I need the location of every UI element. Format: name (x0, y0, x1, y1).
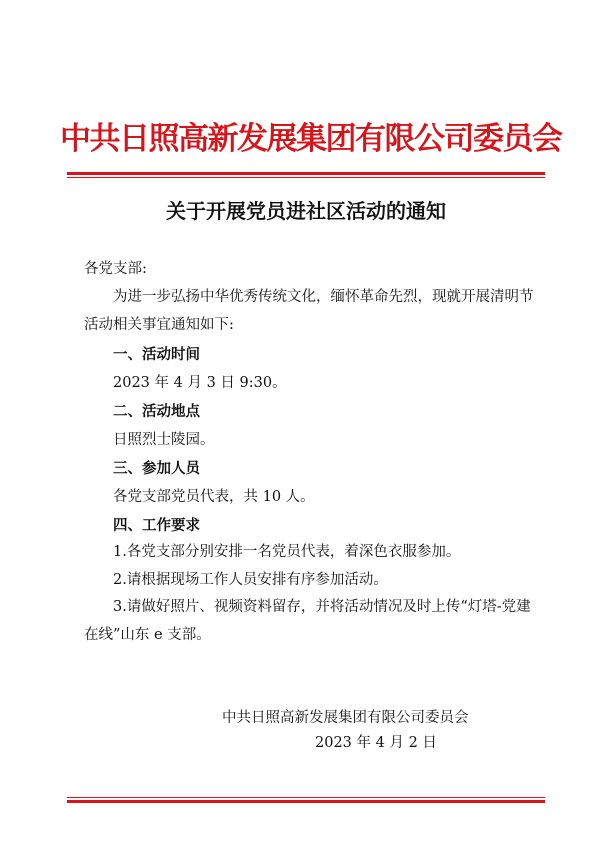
document-title: 关于开展党员进社区活动的通知 (166, 199, 446, 223)
section-heading-participants: 三、参加人员 (113, 461, 200, 477)
header-divider-thick (67, 172, 545, 175)
footer-divider-thin (67, 797, 545, 798)
intro-paragraph: 为进一步弘扬中华优秀传统文化，缅怀革命先烈，现就开展清明节活动相关事宜通知如下: (84, 289, 534, 333)
requirement-item-1: 1.各党支部分别安排一名党员代表，着深色衣服参加。 (113, 544, 461, 560)
signature-date: 2023 年 4 月 2 日 (315, 735, 437, 751)
section-heading-requirements: 四、工作要求 (113, 518, 200, 534)
salutation: 各党支部: (84, 261, 147, 277)
section-heading-location: 二、活动地点 (113, 404, 200, 420)
header-divider-thin (67, 177, 545, 178)
section-content-location: 日照烈士陵园。 (113, 432, 215, 448)
signature-org: 中共日照高新发展集团有限公司委员会 (222, 710, 469, 726)
requirement-item-2: 2.请根据现场工作人员安排有序参加活动。 (113, 572, 388, 588)
requirement-item-3: 3.请做好照片、视频资料留存，并将活动情况及时上传“灯塔-党建在线”山东 e 支部。 (84, 599, 531, 643)
footer-divider-thick (67, 800, 545, 803)
section-content-participants: 各党支部党员代表，共 10 人。 (113, 489, 315, 505)
section-heading-time: 一、活动时间 (113, 347, 200, 363)
letterhead-org-name: 中共日照高新发展集团有限公司委员会 (60, 121, 562, 157)
section-content-time: 2023 年 4 月 3 日 9:30。 (113, 375, 287, 391)
